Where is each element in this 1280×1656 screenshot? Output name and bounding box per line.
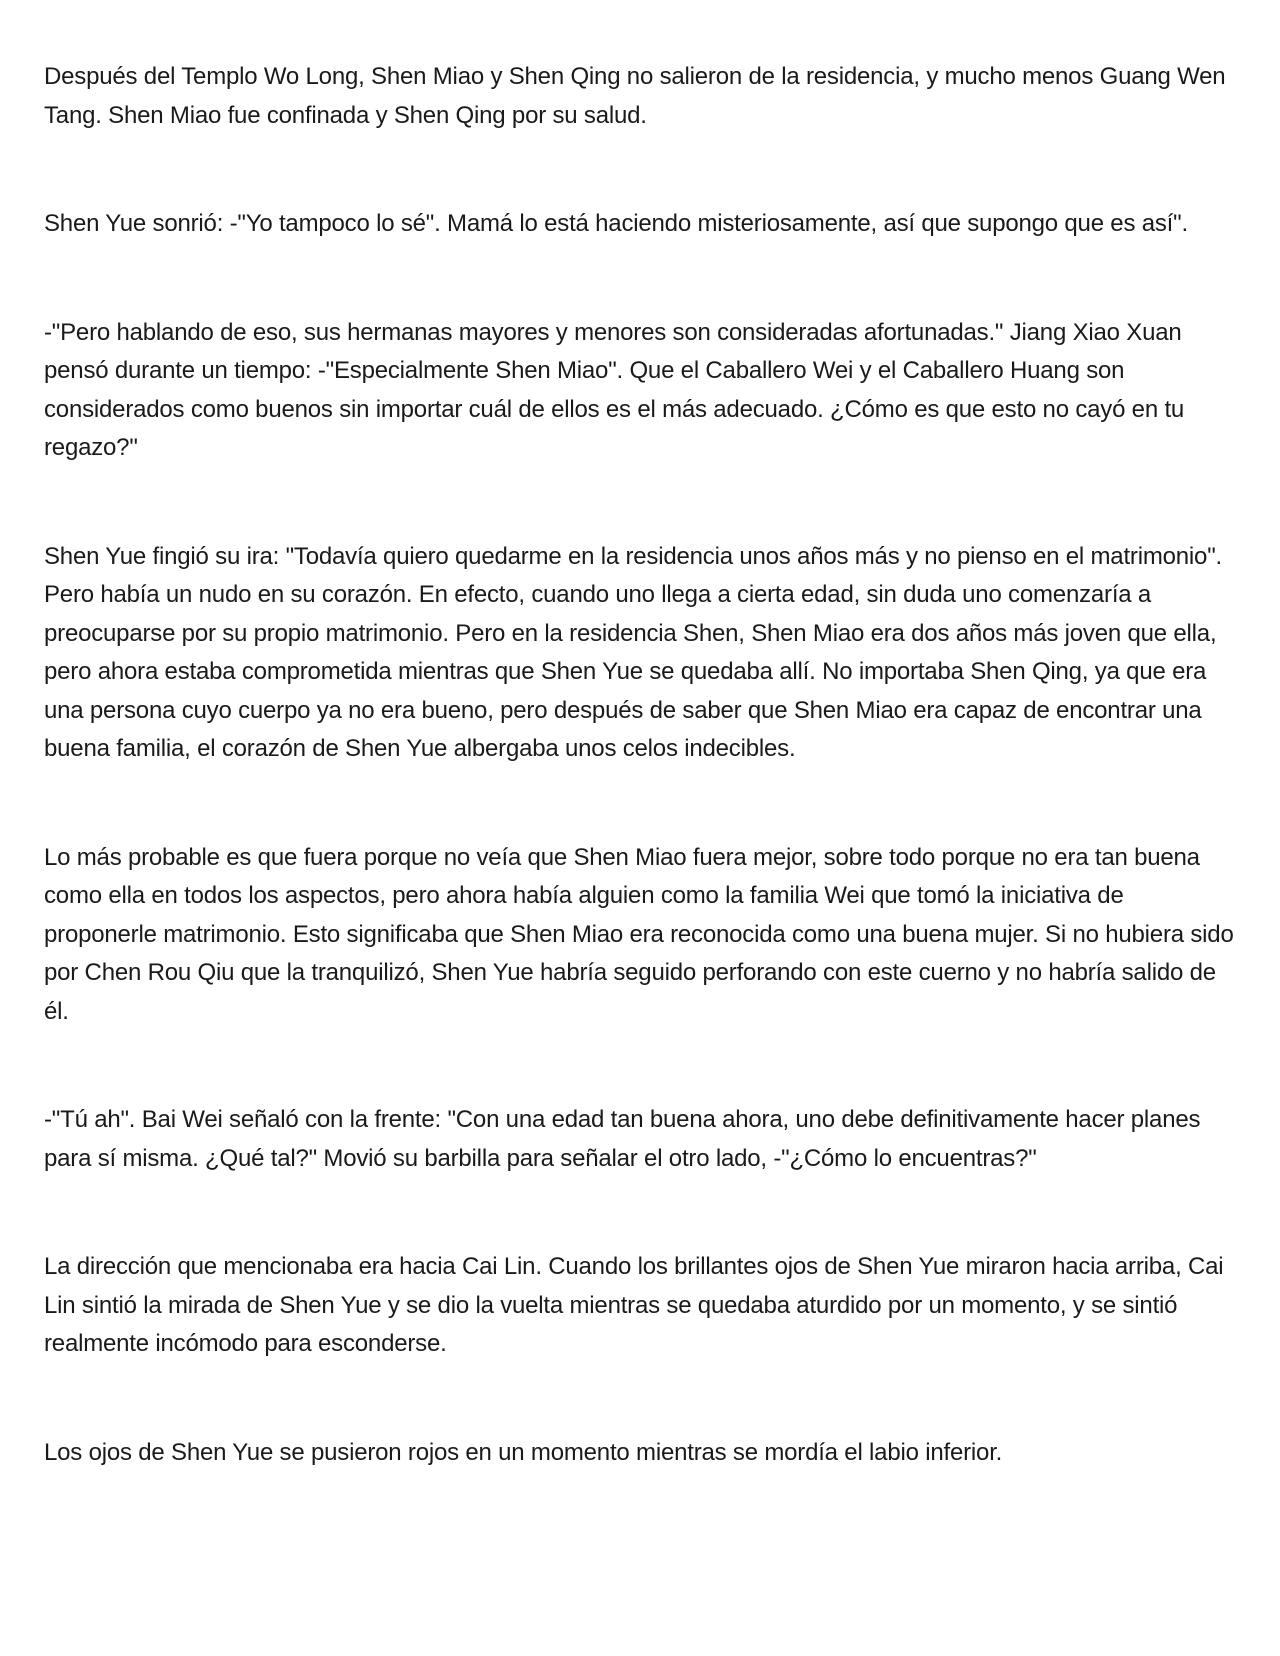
paragraph-4: Shen Yue fingió su ira: "Todavía quiero quedarme en la residencia unos años más y no pienso en el matrimonio". Pero había un nudo en su corazón. En efecto, cuando uno llega a cierta edad, sin duda uno comenzaría a preocuparse por su propio matrimonio. Pero en la residencia Shen, Shen Miao era dos años más joven que ella, pero ahora estaba comprometida mientras que Shen Yue se quedaba allí. No importaba Shen Qing, ya que era una persona cuyo cuerpo ya no era bueno, pero después de saber que Shen Miao era capaz de encontrar una buena familia, el corazón de Shen Yue albergaba unos celos indecibles. xyxy=(44,542,1222,762)
paragraph-8: Los ojos de Shen Yue se pusieron rojos en un momento mientras se mordía el labio inferior. xyxy=(44,1438,1003,1466)
paragraph-6: -"Tú ah". Bai Wei señaló con la frente: "Con una edad tan buena ahora, uno debe definitivamente hacer planes para sí misma. ¿Qué tal?" Movió su barbilla para señalar el otro lado, -"¿Cómo lo encuentras?" xyxy=(44,1106,1201,1172)
paragraph-2: Shen Yue sonrió: -"Yo tampoco lo sé". Mamá lo está haciendo misteriosamente, así que supongo que es así". xyxy=(44,210,1188,237)
paragraph-1: Después del Templo Wo Long, Shen Miao y Shen Qing no salieron de la residencia, y mucho menos Guang Wen Tang. Shen Miao fue confinada y Shen Qing por su salud. xyxy=(44,63,1226,129)
paragraph-3: -"Pero hablando de eso, sus hermanas mayores y menores son consideradas afortunadas." Jiang Xiao Xuan pensó durante un tiempo: -"Especialmente Shen Miao". Que el Caballero Wei y el Caballero Huang son considerados como buenos sin importar cuál de ellos es el más adecuado. ¿Cómo es que esto no cayó en tu regazo?" xyxy=(44,318,1185,461)
paragraph-7: La dirección que mencionaba era hacia Cai Lin. Cuando los brillantes ojos de Shen Yue miraron hacia arriba, Cai Lin sintió la mirada de Shen Yue y se dio la vuelta mientras se quedaba aturdido por un momento, y se sintió realmente incómodo para esconderse. xyxy=(44,1253,1224,1357)
paragraph-5: Lo más probable es que fuera porque no veía que Shen Miao fuera mejor, sobre todo porque no era tan buena como ella en todos los aspectos, pero ahora había alguien como la familia Wei que tomó la iniciativa de proponerle matrimonio. Esto significaba que Shen Miao era reconocida como una buena mujer. Si no hubiera sido por Chen Rou Qiu que la tranquilizó, Shen Yue habría seguido perforando con este cuerno y no habría salido de él. xyxy=(44,843,1234,1025)
